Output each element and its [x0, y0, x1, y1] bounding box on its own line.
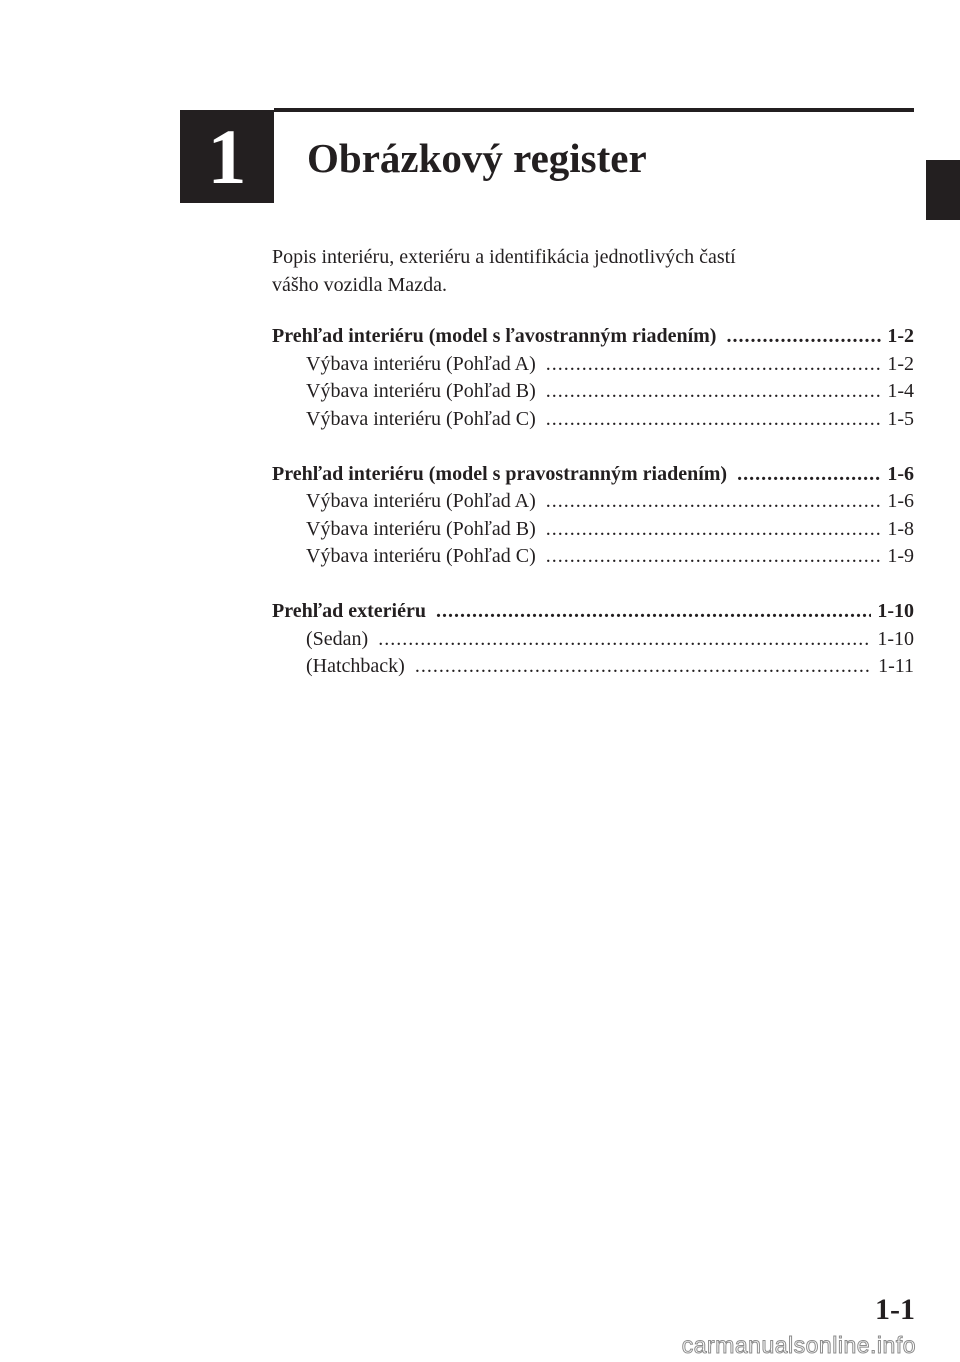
- chapter-number: 1: [180, 110, 274, 203]
- toc-subentry-label: Výbava interiéru (Pohľad B): [306, 380, 536, 402]
- toc-subentry[interactable]: [272, 653, 914, 681]
- dot-leader: [546, 351, 882, 379]
- toc-subentry[interactable]: [272, 351, 914, 379]
- chapter-intro: [272, 244, 872, 299]
- toc-subentry-label: Výbava interiéru (Pohľad B): [306, 517, 536, 540]
- dot-leader: [546, 488, 882, 516]
- dot-leader: [546, 378, 882, 406]
- toc-subentry-page: 1-2: [887, 352, 914, 375]
- toc-subentry-page: 1-6: [887, 490, 914, 512]
- toc-entry[interactable]: [272, 598, 914, 626]
- toc-entry-label: Prehľad exteriéru: [272, 600, 426, 622]
- toc-subentry-page: 1-5: [887, 407, 914, 430]
- toc-entry-page: 1-10: [877, 600, 914, 622]
- table-of-contents: [272, 323, 914, 708]
- intro-line: vášho vozidla Mazda.: [272, 273, 447, 296]
- toc-subentry[interactable]: [272, 543, 914, 571]
- title-rule: [274, 108, 914, 112]
- dot-leader: [436, 598, 871, 626]
- dot-leader: [378, 626, 871, 654]
- toc-section: [272, 598, 914, 681]
- intro-line: Popis interiéru, exteriéru a identifikácia jednotlivých častí: [272, 246, 736, 268]
- toc-section: [272, 323, 914, 433]
- toc-subentry-page: 1-4: [887, 380, 914, 402]
- toc-subentry[interactable]: [272, 516, 914, 544]
- toc-subentry-label: Výbava interiéru (Pohľad C): [306, 407, 536, 430]
- dot-leader: [546, 516, 882, 544]
- toc-subentry-label: (Hatchback): [306, 655, 405, 677]
- toc-subentry[interactable]: [272, 626, 914, 654]
- toc-subentry-page: 1-9: [887, 545, 914, 567]
- toc-entry[interactable]: [272, 323, 914, 351]
- toc-subentry-page: 1-10: [877, 627, 914, 650]
- dot-leader: [546, 406, 882, 434]
- toc-entry-label: Prehľad interiéru (model s pravostranným riadením): [272, 462, 728, 485]
- toc-subentry-label: Výbava interiéru (Pohľad C): [306, 545, 536, 567]
- toc-subentry-label: (Sedan): [306, 627, 369, 650]
- toc-subentry[interactable]: [272, 378, 914, 406]
- toc-section: [272, 461, 914, 571]
- dot-leader: [737, 461, 881, 489]
- dot-leader: [415, 653, 872, 681]
- toc-subentry[interactable]: [272, 488, 914, 516]
- dot-leader: [546, 543, 882, 571]
- page-number: 1-1: [875, 1293, 915, 1326]
- dot-leader: [726, 323, 881, 351]
- toc-subentry-page: 1-11: [878, 655, 914, 677]
- toc-subentry-label: Výbava interiéru (Pohľad A): [306, 490, 536, 512]
- chapter-side-tab: [926, 160, 960, 220]
- toc-subentry-label: Výbava interiéru (Pohľad A): [306, 352, 536, 375]
- chapter-title: Obrázkový register: [307, 135, 647, 181]
- toc-entry-page: 1-6: [887, 462, 914, 485]
- toc-entry-label: Prehľad interiéru (model s ľavostranným riadením): [272, 325, 717, 347]
- toc-entry-page: 1-2: [887, 325, 914, 347]
- toc-subentry-page: 1-8: [887, 517, 914, 540]
- watermark: carmanualsonline.info: [681, 1332, 916, 1358]
- toc-subentry[interactable]: [272, 406, 914, 434]
- toc-entry[interactable]: [272, 461, 914, 489]
